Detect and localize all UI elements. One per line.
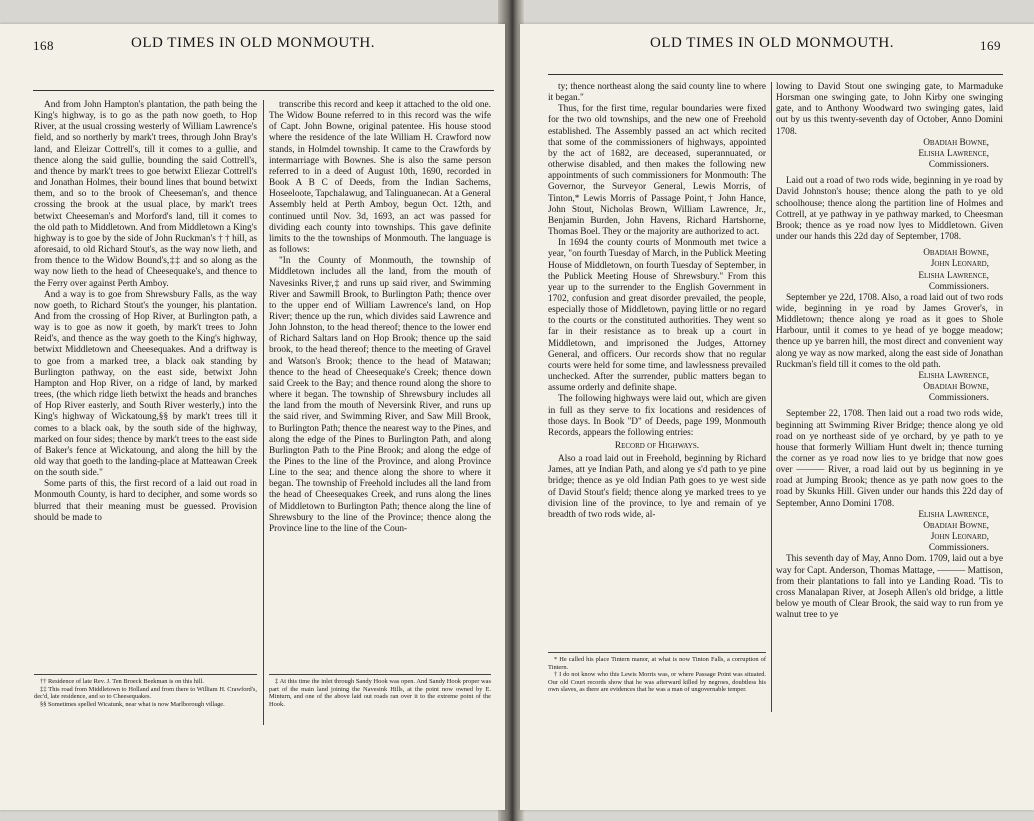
footnote: ‡‡ This road from Middletown to Holland and from there to William H. Crawford's, dec'd, late residence, and so to Cheesequakes.	[34, 685, 257, 701]
paragraph: This seventh day of May, Anno Dom. 1709, laid out a bye way for Capt. Anderson, Thomas Mattage, ——— Mattison, from their plantations to fall into ye Landing Road. 'Tis to cross Manalapan River, at Joseph Allen's old bridge, a little below ye mouth of Clear Brook, the said way to run from ye walnut tree to ye	[776, 554, 1003, 621]
signature: Commissioners.	[928, 543, 989, 554]
left-page	[0, 24, 505, 810]
paragraph: Some parts of this, the first record of a laid out road in Monmouth County, is hard to decipher, and some words so blurred that their meaning must be guessed. Provision should be made to	[34, 479, 257, 523]
signature: Commissioners.	[928, 393, 989, 404]
signature: Elisha Lawrence,	[918, 270, 989, 281]
paragraph: And a way is to goe from Shrewsbury Falls, as the way now goeth, to Richard Stout's the younger, his plantation. And from the crossing of Hop River, at Burlington path, a way is to goe as now it goeth, by mark't trees to John Reid's, and thence as the way goeth to the King's highway, betwixt Middletown and Cheesequakes. And a driftway is to goe from a marked tree, a black oak standing by Burlington pathway, on the east side, betwixt John Hampton and Hop River, on a ridge of land, by marked trees, (the which ridge lieth betwixt the heads and branches of Hop River easterly, and South River westerly,) into the King's highway of Wickatoung,§§ by mark't trees till it comes to a black oak, by the south side of the highway, marked on four sides; thence by mark't trees to the east side of Baker's fence at Wickatoung, and along the hill by the old way that goeth to the landing-place at Matteawan Creek on the south side."	[34, 289, 257, 479]
text-column-4	[776, 82, 1003, 782]
section-heading: Record of Highways.	[614, 441, 700, 451]
column-divider	[263, 100, 264, 725]
signature: Obadiah Bowne,	[923, 137, 989, 148]
header-rule-left	[33, 90, 494, 91]
column-divider	[771, 82, 772, 712]
text-column-3	[548, 82, 766, 650]
footnote: ‡ At this time the inlet through Sandy Hook was open. And Sandy Hook proper was part of the main land joining the Navesink Hills, at the point now owned by E. Minturn, and one of the above laid out roads ran over it to the extreme point of the Hook.	[269, 678, 491, 708]
footnote: † I do not know who this Lewis Morris was, or where Passage Point was situated. Our old Court records show that he was afterward killed by negroes, doubtless his own slaves, as there are evidences that he was a man of ungovernable temper.	[548, 671, 766, 694]
left-page-header	[33, 35, 375, 62]
paragraph: September 22, 1708. Then laid out a road two rods wide, beginning att Swimming River Bridge; thence along ye old road on ye northeast side of ye orchard, by ye path to ye house that formerly William Hunt dwelt in; thence turning the corner as ye road now lies to ye bridge that now goes over ——— River, a road laid out by us beginning in ye road at Jumping Brook; thence as ye path now goes to the road by Skunks Hill. Given under our hands this 22d day of September, Anno Domini 1708.	[776, 409, 1003, 509]
paragraph: Thus, for the first time, regular boundaries were fixed for the two old townships, and the new one of Freehold established. The Assembly passed an act which recited that some of the commissioners of highways, appointed by the act of 1682, are deceased, superannuated, or otherwise disabled, and then makes the following new appointments of such commissioners for Monmouth: The Governor, the Surveyor General, Lewis Morris, of Tinton,* Lewis Morris of Passage Point,† John Hance, John Stout, Nicholas Brown, William Lawrence, Jr., Benjamin Burden, John Havens, Richard Hartshorne, Thomas Boel. They or the majority are authorized to act.	[548, 104, 766, 238]
paragraph: And from John Hampton's plantation, the path being the King's highway, is to go as the path now goeth, to Hop River, at the usual crossing westerly of William Lawrence's field, and so northerly by mark't trees, through John Bray's land, and Eleizar Cottrell's, till it comes to a gullie, and thence along the said gullie, bounding the said Cottrell's, and thence by mark't trees to goe betwixt Eliezar Cottrell's and Jonathan Holmes, their bound lines that bound betwixt them, and so to the brook of Cheeseman's, and thence crossing the brook at the usual place, by mark't trees betwixt Cheeseman's and Morford's land, till it comes to the old path to Middletown. And from Middletown a King's highway is to goe by the side of John Ruckman's † † hill, as aforesaid, to old Richard Stout's, as the way now lieth, and from thence to the Widow Bound's,‡‡ and so along as the way now lieth to the head of Cheesequake's, and thence to the Ferry over against Perth Amboy.	[34, 100, 257, 289]
signature: John Leonard,	[930, 532, 989, 543]
paragraph: Also a road laid out in Freehold, beginning by Richard James, att ye Indian Path, and along ye s'd path to ye pine bridge; thence as ye old Indian Path goes to ye west side of David Stout's field; thence along ye marked trees to ye division line of the province, to lye and remain of ye breadth of two rods wide, al-	[548, 454, 766, 520]
signature: John Leonard,	[930, 259, 989, 270]
page-number-left: 168	[33, 38, 54, 53]
paragraph: Laid out a road of two rods wide, beginning in ye road by David Johnston's house; thence along the path to ye old schoolhouse; thence along the partition line of Holmes and Cottrell, at ye pathway in ye pathway marked, to Cheesman Brook; thence as ye road now lyes to Middletown. Given under our hands this 22d day of September, 1708.	[776, 176, 1003, 243]
footnotes-column-1	[34, 678, 257, 738]
paragraph: "In the County of Monmouth, the township of Middletown includes all the land, from the mouth of Navesinks River,‡ and runs up said river, and Swimming River and Sawmill Brook, to Burlington Path; thence over to the upper end of William Lawrence's land, on Hop River; thence up the run, which divides said Lawrence and John Johnston, to the head thereof; thence to the lower end of Richard Saltars land on Hop Brook; thence up the said brook, to the head thereof; thence to the meeting of Gravel and Watson's Brook; thence to the head of Matawan; thence to the head of Cheesequake's Creek; thence down said Creek to the Bay; and thence round along the shore to where it began. The township of Shrewsbury includes all the land from the mouth of Neversink River, and runs up the said river, and Swimming River, and Saw Mill Brook, to Burlington Path; thence the nearest way to the Pines, and along the edge of the Pines to Burlington Path, and along Burlington Path to the Pine Brook; and along the edge of the Pines to the line of the Province, and along Province Line to the sea; and thence along the shore to where it began. The township of Freehold includes all the land from the head of Cheesequakes Creek, and runs along the lines of Middletown to Burlington Path; thence along the line of Shrewsbury to the line of the Province; thence along the Province line to the line of the Coun-	[269, 256, 491, 534]
footnote: * He called his place Tintern manor, at what is now Tinton Falls, a corruption of Tintern.	[548, 656, 766, 671]
footnotes-column-2	[269, 678, 491, 738]
footnote: §§ Sometimes spelled Wicatunk, near what is now Marlborough village.	[40, 700, 225, 708]
paragraph: lowing to David Stout one swinging gate, to Marmaduke Horsman one swinging gate, to John Kirby one swinging gate, and to Anthony Woodward two swinging gates, laid out by us this twenty-seventh day of October, Anno Domini 1708.	[776, 82, 1003, 137]
paragraph: ty; thence northeast along the said county line to where it began."	[548, 82, 766, 104]
footnote-rule	[34, 674, 257, 675]
right-page-header	[650, 35, 1010, 62]
footnote-rule	[269, 674, 491, 675]
right-page	[520, 24, 1034, 810]
signature: Commissioners.	[928, 160, 989, 171]
text-column-2	[269, 100, 491, 668]
signature: Obadiah Bowne,	[923, 382, 989, 393]
signature: Obadiah Bowne,	[923, 520, 989, 531]
footnotes-column-3	[548, 656, 766, 716]
signature: Elisha Lawrence,	[918, 148, 989, 159]
signature: Obadiah Bowne,	[923, 248, 989, 259]
running-head-left: OLD TIMES IN OLD MONMOUTH.	[131, 35, 375, 51]
header-rule-right	[548, 74, 1003, 75]
paragraph: September ye 22d, 1708. Also, a road laid out of two rods wide, beginning in ye road by James Grover's, in Middletown; thence along ye road as it goes to Shole Harbour, until it comes to ye head of ye bogge meadow; thence up ye barren hill, the most direct and convenient way along ye way as now marked, along the east side of Jonathan Ruckman's field till it comes to the old path.	[776, 292, 1003, 370]
paragraph: The following highways were laid out, which are given in full as they serve to fix locations and residences of those days. In Book "D" of Deeds, page 199, Monmouth Records, appears the following entries:	[548, 394, 766, 438]
paragraph: transcribe this record and keep it attached to the old one. The Widow Boune referred to in this record was the wife of Capt. John Bowne, original patentee. His house stood where the residence of the late William H. Crawford now stands, in Holmdel township. It came to the Crawfords by intermarriage with Bownes. She is also the same person referred to in a deed of August 10th, 1690, recorded in Book A B C of Deeds, from the Indian Sachems, Hoseeloote, Tapchalawug, and Talinguanecan. At a General Assembly held at Perth Amboy, begun Oct. 12th, and continued until Nov. 3d, 1693, an act was passed for dividing each county into townships. This gave definite limits to the the townships of Monmouth. The language is as follows:	[269, 100, 491, 256]
signature: Elisha Lawrence,	[918, 370, 989, 381]
footnote: †† Residence of late Rev. J. Ten Broeck Beekman is on this hill.	[40, 678, 204, 685]
text-column-1	[34, 100, 257, 668]
footnote-rule	[548, 652, 766, 653]
signature: Elisha Lawrence,	[918, 509, 989, 520]
signature: Commissioners.	[928, 281, 989, 292]
paragraph: In 1694 the county courts of Monmouth met twice a year, "on fourth Tuesday of March, in the Publick Meeting House of Middletown, on fourth Tuesday of September, in the Publick Meeting House of Shrewsbury." From this year up to the surrender to the English Government in 1702, confusion and great disorder prevailed, the people, especially those of Middletown, paying little or no regard to the courts or the constituted authorities. They went so far in their resistance as to break up a court in Middletown, and imprisoned the Judges, Attorney General, and officers. Our records show that no regular courts were held for some time, and lawlessness prevailed unchecked. After the surrender, public matters began to assume orderly and definite shape.	[548, 238, 766, 394]
running-head-right: OLD TIMES IN OLD MONMOUTH.	[650, 35, 894, 51]
page-number-right: 169	[980, 38, 1001, 53]
